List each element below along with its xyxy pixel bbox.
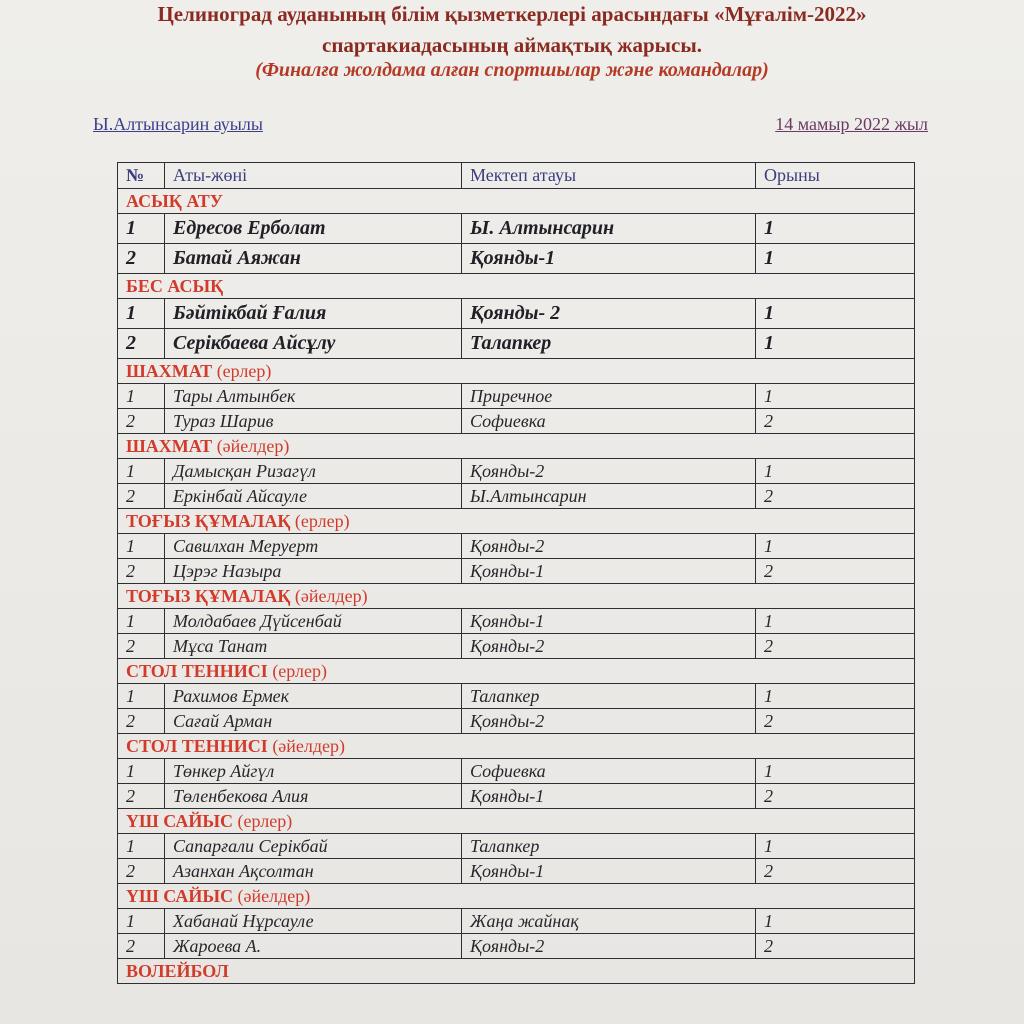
section-header-row <box>118 359 915 384</box>
participant-name: Едресов Ерболат <box>165 214 462 244</box>
section-header-row <box>118 959 915 984</box>
table-row <box>118 859 915 884</box>
section-sport-name: ШАХМАТ <box>126 435 213 456</box>
section-header-row <box>118 584 915 609</box>
school-name: Ы.Алтынсарин <box>462 484 756 509</box>
row-number: 1 <box>118 759 165 784</box>
participant-name: Тураз Шарив <box>165 409 462 434</box>
row-number: 2 <box>118 934 165 959</box>
section-title <box>118 809 915 834</box>
document-title-line-1: Целиноград ауданының білім қызметкерлері арасындағы «Мұғалім-2022» <box>157 2 867 26</box>
row-number: 2 <box>118 559 165 584</box>
section-category: (әйелдер) <box>294 585 368 606</box>
place-value: 1 <box>756 299 915 329</box>
section-sport-name: СТОЛ ТЕННИСІ <box>126 735 268 756</box>
table-row <box>118 534 915 559</box>
section-sport-name: ТОҒЫЗ ҚҰМАЛАҚ <box>126 510 291 531</box>
event-date: 14 мамыр 2022 жыл <box>775 114 928 134</box>
section-sport-name: БЕС АСЫҚ <box>126 275 224 296</box>
table-row <box>118 709 915 734</box>
school-name: Қоянды-1 <box>462 609 756 634</box>
row-number: 1 <box>118 684 165 709</box>
table-row <box>118 299 915 329</box>
table-header-row <box>118 163 915 189</box>
section-sport-name: ШАХМАТ <box>126 360 213 381</box>
section-sport-name: ВОЛЕЙБОЛ <box>126 960 229 981</box>
section-title <box>118 434 915 459</box>
row-number: 1 <box>118 459 165 484</box>
school-name: Талапкер <box>462 329 756 359</box>
section-title <box>118 659 915 684</box>
section-header-row <box>118 659 915 684</box>
row-number: 1 <box>118 214 165 244</box>
participant-name: Азанхан Ақсолтан <box>165 859 462 884</box>
table-row <box>118 559 915 584</box>
row-number: 1 <box>118 299 165 329</box>
participant-name: Дамысқан Ризагүл <box>165 459 462 484</box>
table-row <box>118 784 915 809</box>
participant-name: Тары Алтынбек <box>165 384 462 409</box>
school-name: Қоянды-1 <box>462 784 756 809</box>
section-category: (ерлер) <box>272 660 328 681</box>
column-header-school: Мектеп атауы <box>462 163 756 189</box>
section-category: (әйелдер) <box>237 885 311 906</box>
section-header-row <box>118 734 915 759</box>
place-value: 1 <box>756 909 915 934</box>
section-header-row <box>118 809 915 834</box>
section-category: (ерлер) <box>237 810 293 831</box>
place-value: 1 <box>756 329 915 359</box>
participant-name: Сағай Арман <box>165 709 462 734</box>
place-value: 1 <box>756 459 915 484</box>
school-name: Софиевка <box>462 759 756 784</box>
table-row <box>118 244 915 274</box>
row-number: 1 <box>118 909 165 934</box>
place-value: 2 <box>756 709 915 734</box>
table-row <box>118 459 915 484</box>
section-header-row <box>118 884 915 909</box>
section-title <box>118 584 915 609</box>
place-value: 2 <box>756 559 915 584</box>
section-title <box>118 884 915 909</box>
section-title <box>118 509 915 534</box>
participant-name: Жароева А. <box>165 934 462 959</box>
column-header-place: Орыны <box>756 163 915 189</box>
section-category: (ерлер) <box>216 360 272 381</box>
participant-name: Батай Аяжан <box>165 244 462 274</box>
place-value: 2 <box>756 934 915 959</box>
row-number: 2 <box>118 409 165 434</box>
place-value: 1 <box>756 609 915 634</box>
participant-name: Бәйтікбай Ғалия <box>165 299 462 329</box>
section-header-row <box>118 509 915 534</box>
table-row <box>118 759 915 784</box>
school-name: Қоянды-1 <box>462 559 756 584</box>
table-row <box>118 609 915 634</box>
school-name: Қоянды-2 <box>462 709 756 734</box>
event-location: Ы.Алтынсарин ауылы <box>93 114 263 134</box>
participant-name: Еркінбай Айсауле <box>165 484 462 509</box>
section-title <box>118 734 915 759</box>
school-name: Талапкер <box>462 684 756 709</box>
results-table <box>117 162 915 984</box>
school-name: Жаңа жайнақ <box>462 909 756 934</box>
participant-name: Серікбаева Айсұлу <box>165 329 462 359</box>
place-value: 1 <box>756 244 915 274</box>
row-number: 2 <box>118 709 165 734</box>
participant-name: Төнкер Айгүл <box>165 759 462 784</box>
section-category: (әйелдер) <box>272 735 346 756</box>
table-row <box>118 329 915 359</box>
section-title <box>118 959 915 984</box>
school-name: Қоянды-2 <box>462 534 756 559</box>
table-row <box>118 634 915 659</box>
section-title <box>118 274 915 299</box>
row-number: 2 <box>118 859 165 884</box>
table-row <box>118 834 915 859</box>
row-number: 1 <box>118 609 165 634</box>
school-name: Қоянды-1 <box>462 244 756 274</box>
section-category: (ерлер) <box>294 510 350 531</box>
school-name: Ы. Алтынсарин <box>462 214 756 244</box>
place-value: 2 <box>756 859 915 884</box>
school-name: Софиевка <box>462 409 756 434</box>
results-body <box>118 189 915 984</box>
participant-name: Рахимов Ермек <box>165 684 462 709</box>
column-header-number: № <box>118 163 165 189</box>
row-number: 1 <box>118 534 165 559</box>
row-number: 1 <box>118 384 165 409</box>
school-name: Қоянды-1 <box>462 859 756 884</box>
participant-name: Төленбекова Алия <box>165 784 462 809</box>
document-subtitle: (Финалға жолдама алған спортшылар және командалар) <box>255 59 769 81</box>
section-title <box>118 189 915 214</box>
table-row <box>118 909 915 934</box>
school-name: Қоянды- 2 <box>462 299 756 329</box>
place-value: 1 <box>756 384 915 409</box>
place-value: 1 <box>756 684 915 709</box>
document-title-line-2: спартакиадасының аймақтық жарысы. <box>322 33 702 57</box>
row-number: 2 <box>118 484 165 509</box>
section-title <box>118 359 915 384</box>
section-header-row <box>118 189 915 214</box>
participant-name: Молдабаев Дүйсенбай <box>165 609 462 634</box>
table-row <box>118 484 915 509</box>
row-number: 2 <box>118 244 165 274</box>
place-value: 2 <box>756 409 915 434</box>
section-sport-name: СТОЛ ТЕННИСІ <box>126 660 268 681</box>
row-number: 2 <box>118 329 165 359</box>
participant-name: Хабанай Нұрсауле <box>165 909 462 934</box>
section-header-row <box>118 274 915 299</box>
table-row <box>118 384 915 409</box>
section-header-row <box>118 434 915 459</box>
participant-name: Сапарғали Серікбай <box>165 834 462 859</box>
row-number: 1 <box>118 834 165 859</box>
place-value: 2 <box>756 634 915 659</box>
section-sport-name: ТОҒЫЗ ҚҰМАЛАҚ <box>126 585 291 606</box>
participant-name: Мұса Танат <box>165 634 462 659</box>
place-value: 2 <box>756 784 915 809</box>
table-row <box>118 214 915 244</box>
school-name: Талапкер <box>462 834 756 859</box>
school-name: Приречное <box>462 384 756 409</box>
section-sport-name: АСЫҚ АТУ <box>126 190 223 211</box>
school-name: Қоянды-2 <box>462 459 756 484</box>
place-value: 1 <box>756 759 915 784</box>
section-sport-name: ҮШ САЙЫС <box>126 885 234 906</box>
column-header-name: Аты-жөні <box>165 163 462 189</box>
participant-name: Савилхан Меруерт <box>165 534 462 559</box>
participant-name: Цэрэг Назыра <box>165 559 462 584</box>
place-value: 1 <box>756 534 915 559</box>
table-row <box>118 409 915 434</box>
school-name: Қоянды-2 <box>462 634 756 659</box>
table-row <box>118 934 915 959</box>
section-sport-name: ҮШ САЙЫС <box>126 810 234 831</box>
row-number: 2 <box>118 634 165 659</box>
table-row <box>118 684 915 709</box>
place-value: 1 <box>756 214 915 244</box>
place-value: 2 <box>756 484 915 509</box>
row-number: 2 <box>118 784 165 809</box>
school-name: Қоянды-2 <box>462 934 756 959</box>
place-value: 1 <box>756 834 915 859</box>
section-category: (әйелдер) <box>216 435 290 456</box>
